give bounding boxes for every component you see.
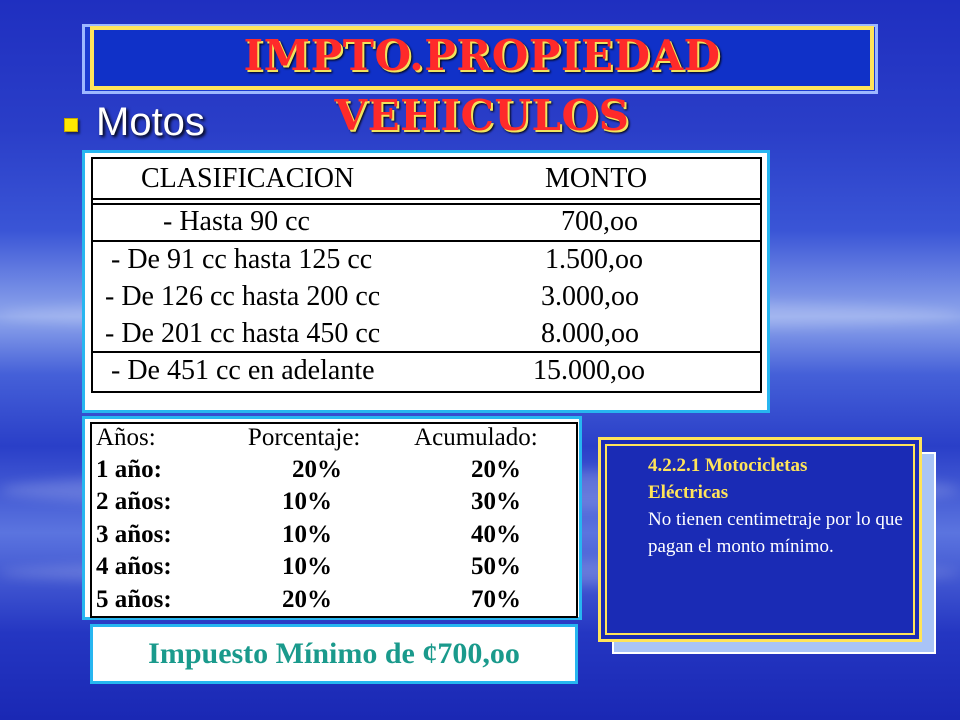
- row-label: - De 91 cc hasta 125 cc: [111, 243, 373, 275]
- header-monto: MONTO: [545, 163, 648, 194]
- header-porcentaje: Porcentaje:: [247, 424, 361, 451]
- table-header-row: [93, 160, 760, 198]
- row-percent: 10%: [282, 521, 332, 548]
- row-label: - De 201 cc hasta 450 cc: [105, 317, 381, 349]
- table-row: [96, 456, 566, 484]
- table-row: [93, 241, 760, 278]
- note-body: No tienen centimetraje por lo que pagan el monto mínimo.: [648, 509, 903, 557]
- divider: [92, 198, 761, 200]
- table-row: [93, 278, 760, 315]
- row-years: 5 años:: [96, 586, 172, 613]
- row-accumulated: 50%: [471, 553, 521, 580]
- row-amount: 700,oo: [561, 205, 638, 237]
- row-years: 3 años:: [96, 521, 172, 548]
- header-acumulado: Acumulado:: [414, 424, 538, 451]
- table-row: [96, 521, 566, 549]
- row-accumulated: 40%: [471, 521, 521, 548]
- row-label: - De 126 cc hasta 200 cc: [105, 280, 381, 312]
- table-row: [93, 203, 760, 240]
- table-row: [96, 586, 566, 614]
- row-amount: 8.000,oo: [541, 317, 639, 349]
- row-amount: 15.000,oo: [533, 354, 645, 386]
- row-accumulated: 70%: [471, 586, 521, 613]
- section-heading: Motos: [96, 100, 205, 144]
- row-accumulated: 30%: [471, 488, 521, 515]
- row-years: 4 años:: [96, 553, 172, 580]
- row-percent: 20%: [292, 456, 342, 483]
- bullet-square-icon: [64, 118, 78, 132]
- header-anos: Años:: [96, 424, 156, 451]
- table-row: [93, 315, 760, 352]
- row-label: - De 451 cc en adelante: [111, 354, 375, 386]
- note-content: [648, 452, 913, 560]
- row-amount: 1.500,oo: [545, 243, 643, 275]
- row-years: 2 años:: [96, 488, 172, 515]
- slide-title: IMPTO.PROPIEDAD VEHICULOS: [243, 31, 721, 140]
- header-clasificacion: CLASIFICACION: [141, 163, 355, 194]
- row-amount: 3.000,oo: [541, 280, 639, 312]
- years-header-row: [96, 424, 566, 452]
- row-years: 1 año:: [96, 456, 162, 483]
- row-label: - Hasta 90 cc: [163, 205, 310, 237]
- table-row: [96, 488, 566, 516]
- note-title: 4.2.2.1 Motocicletas: [648, 455, 808, 476]
- table-row: [93, 352, 760, 389]
- table-row: [96, 553, 566, 581]
- row-accumulated: 20%: [471, 456, 521, 483]
- minimum-tax-text: Impuesto Mínimo de ¢700,oo: [148, 637, 520, 670]
- row-percent: 10%: [282, 553, 332, 580]
- row-percent: 10%: [282, 488, 332, 515]
- note-subtitle: Eléctricas: [648, 482, 729, 503]
- row-percent: 20%: [282, 586, 332, 613]
